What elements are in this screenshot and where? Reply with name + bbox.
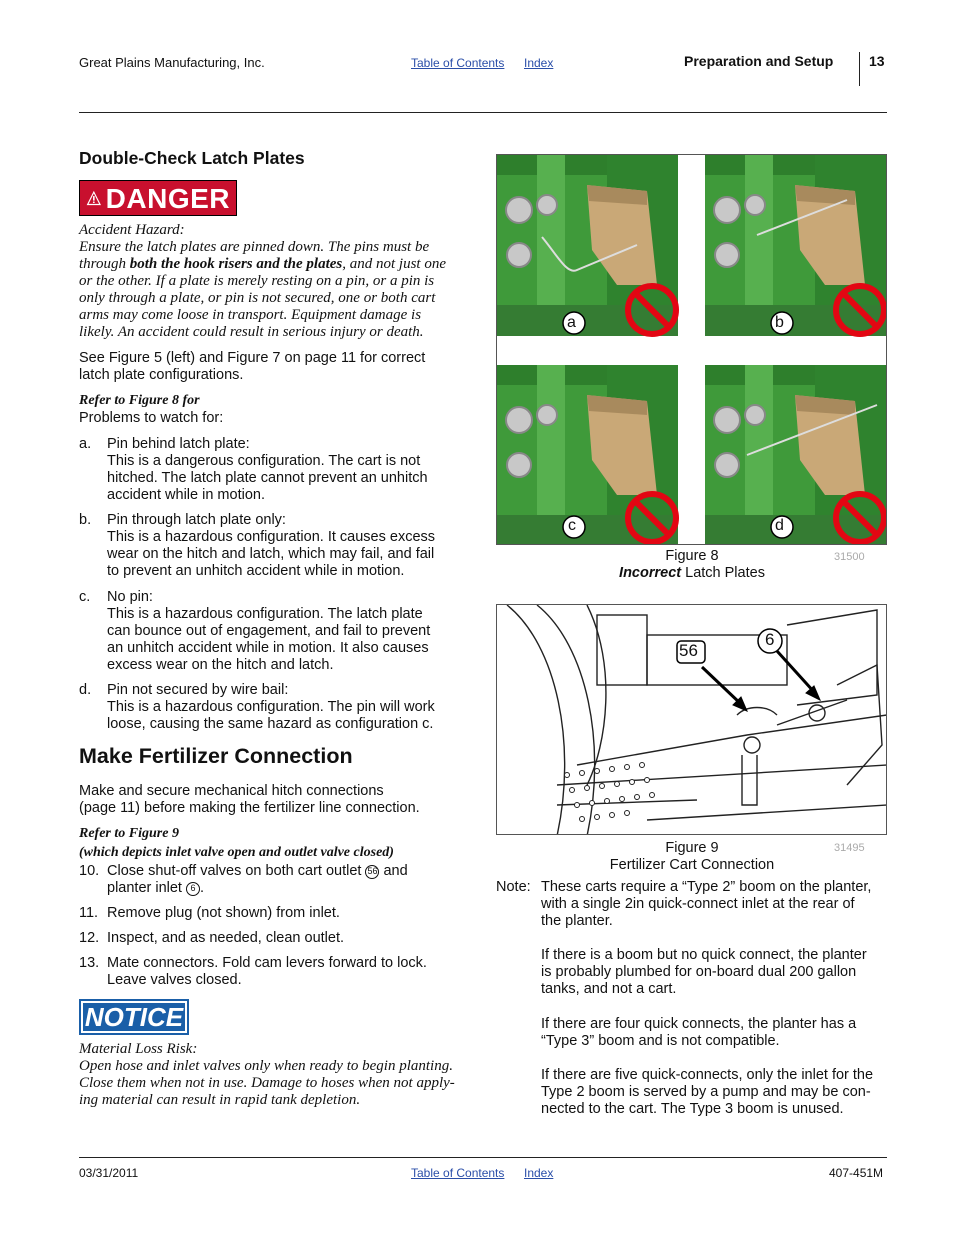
refer-figure8: Refer to Figure 8 for [79, 393, 200, 408]
list-item-title: Pin not secured by wire bail: [107, 682, 289, 698]
list-item-line: an unhitch accident while in motion. It also causes [107, 640, 429, 656]
danger-label [80, 181, 236, 215]
list-item-line: This is a hazardous configuration. It causes excess [107, 529, 436, 545]
list-item-line: This is a hazardous configuration. The latch plate [107, 606, 423, 622]
refer-figure9: Refer to Figure 9 [79, 826, 179, 841]
step-text: Mate connectors. Fold cam levers forward to lock. [107, 955, 427, 971]
latch-plates-illustration [497, 155, 887, 545]
figure8-image-id: 31500 [834, 551, 865, 563]
figure9-title: Fertilizer Cart Connection [609, 857, 775, 873]
fert-intro: (page 11) before making the fertilizer line connection. [79, 800, 420, 816]
danger-text: DANGER [105, 182, 230, 214]
problems-intro: Problems to watch for: [79, 410, 224, 426]
risk-title: Material Loss Risk: [79, 1041, 198, 1057]
step-number: 13. [79, 955, 100, 971]
hazard-title: Accident Hazard: [79, 222, 185, 238]
callout-label-56: 56 [679, 641, 698, 660]
figure8-title: Incorrect Latch Plates [619, 565, 765, 581]
risk-text-line: Open hose and inlet valves only when ready to begin planting. [79, 1058, 453, 1074]
footer-index-link[interactable]: Index [524, 1166, 554, 1180]
hazard-text-line: arms may come loose in transport. Equipment damage is [79, 307, 422, 323]
figure9-illustration [496, 604, 887, 835]
list-item-line: wear on the hitch and latch, which may fail, and fail [107, 546, 435, 562]
hazard-text-line: likely. An accident could result in serious injury or death. [79, 324, 424, 340]
footer-rule [79, 1157, 887, 1158]
refer-figure9-note: (which depicts inlet valve open and outlet valve closed) [79, 845, 394, 860]
header-toc-link[interactable]: Table of Contents [411, 56, 505, 70]
panel-label-c: c [568, 517, 576, 534]
header-company: Great Plains Manufacturing, Inc. [79, 55, 265, 70]
header-divider [859, 52, 860, 86]
step-text: Inspect, and as needed, clean outlet. [107, 930, 345, 946]
list-item-line: excess wear on the hitch and latch. [107, 657, 334, 673]
list-item-line: loose, causing the same hazard as configuration c. [107, 716, 434, 732]
hazard-text-line: only through a plate, or pin is not secured, one or both cart [79, 290, 436, 306]
page-number: 13 [869, 53, 885, 69]
list-item-letter: b. [79, 512, 92, 528]
note-label: Note: [496, 879, 531, 895]
step-text: planter inlet 6 . [107, 880, 205, 896]
list-item-line: This is a hazardous configuration. The pin will work [107, 699, 435, 715]
risk-text-line: Close them when not in use. Damage to hoses when not apply- [79, 1075, 455, 1091]
step-number: 12. [79, 930, 100, 946]
list-item-line: hitched. The latch plate cannot prevent an unhitch [107, 470, 428, 486]
hazard-emphasis: both the hook risers and the plates [129, 256, 343, 272]
footer-toc-link[interactable]: Table of Contents [411, 1166, 505, 1180]
step-text: Remove plug (not shown) from inlet. [107, 905, 340, 921]
note-paragraph-4: If there are five quick-connects, only the inlet for the Type 2 boom is served by a pump and may be con- nected to the cart. The Type 3 boom is unused. [541, 1067, 874, 1117]
fertilizer-connection-drawing [497, 605, 887, 835]
list-item-title: No pin: [107, 589, 153, 605]
list-item-letter: d. [79, 682, 92, 698]
step-number: 11. [79, 905, 99, 921]
list-item-line: accident while in motion. [107, 487, 265, 503]
figure8-photo [496, 154, 887, 545]
latch-heading: Double-Check Latch Plates [79, 148, 305, 168]
list-item-title: Pin behind latch plate: [107, 436, 250, 452]
footer-date: 03/31/2011 [79, 1166, 139, 1180]
fert-intro: Make and secure mechanical hitch connections [79, 783, 384, 799]
panel-label-d: d [775, 517, 784, 534]
hazard-text-line: or the other. If a plate is merely resting on a pin, or a pin is [79, 273, 435, 289]
note-paragraph-2: If there is a boom but no quick connect, the planter is probably plumbed for on-board dual 200 gallon tanks, and not a cart. [541, 947, 867, 997]
figure9-image-id: 31495 [834, 842, 865, 854]
see-figures-text: latch plate configurations. [79, 367, 244, 383]
note-paragraph-3: If there are four quick connects, the planter has a “Type 3” boom and is not compatible. [541, 1016, 857, 1049]
notice-label: NOTICE [81, 1001, 187, 1033]
figure8-number: Figure 8 [665, 548, 719, 564]
see-figures-text: See Figure 5 (left) and Figure 7 on page 11 for correct [79, 350, 426, 366]
hazard-text-line: Ensure the latch plates are pinned down. The pins must be [79, 239, 430, 255]
list-item-title: Pin through latch plate only: [107, 512, 286, 528]
header-rule [79, 112, 887, 113]
panel-label-a: a [567, 314, 576, 331]
step-text: Close shut-off valves on both cart outlet 56 and [107, 863, 408, 879]
header-section: Preparation and Setup [684, 53, 834, 69]
callout-56: 56 [365, 865, 379, 879]
warning-triangle-icon [86, 186, 102, 210]
panel-label-b: b [775, 314, 784, 331]
risk-text-line: ing material can result in rapid tank depletion. [79, 1092, 361, 1108]
footer-doc-number: 407-451M [829, 1166, 884, 1180]
header-index-link[interactable]: Index [524, 56, 554, 70]
note-paragraph-1: These carts require a “Type 2” boom on the planter, with a single 2in quick-connect inlet at the rear of the planter. [541, 879, 872, 929]
callout-6: 6 [186, 882, 200, 896]
list-item-line: This is a dangerous configuration. The cart is not [107, 453, 421, 469]
fert-heading: Make Fertilizer Connection [79, 744, 353, 768]
list-item-line: can bounce out of engagement, and fail to prevent [107, 623, 431, 639]
list-item-line: to prevent an unhitch accident while in motion. [107, 563, 405, 579]
list-item-letter: c. [79, 589, 91, 605]
list-item-letter: a. [79, 436, 92, 452]
callout-label-6: 6 [765, 630, 775, 649]
step-number: 10. [79, 863, 100, 879]
hazard-text-line: through both the hook risers and the plates, and not just one [79, 256, 446, 272]
step-text: Leave valves closed. [107, 972, 242, 988]
figure9-number: Figure 9 [665, 840, 719, 856]
